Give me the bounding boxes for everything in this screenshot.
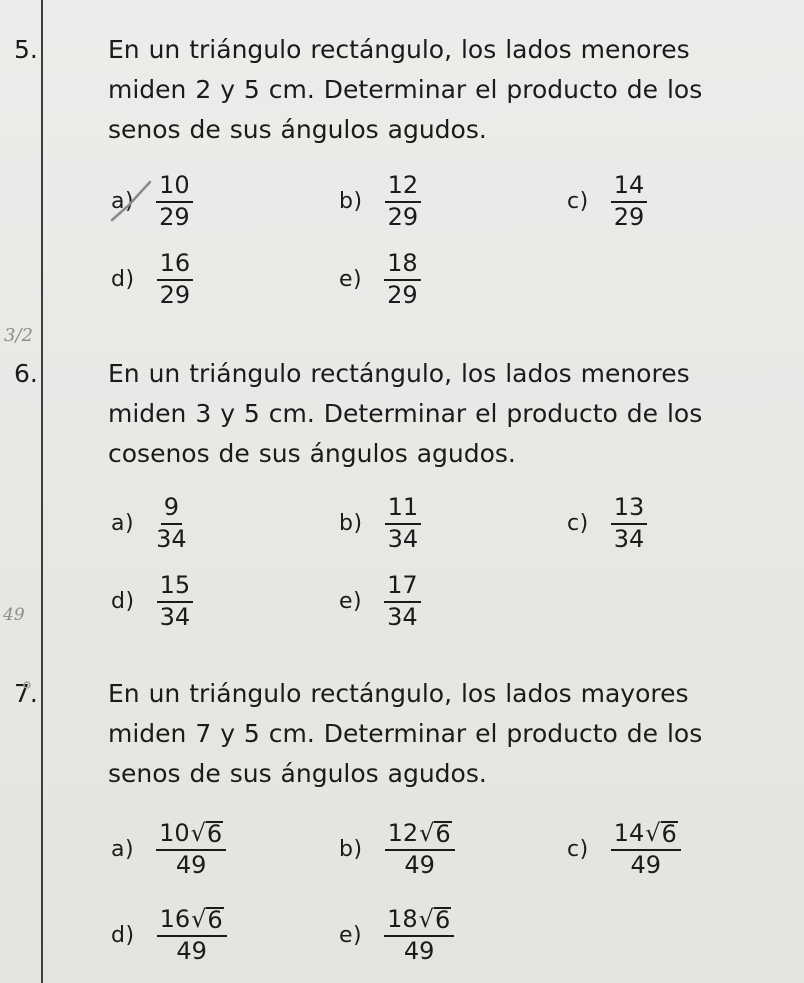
fraction-numerator — [157, 906, 227, 937]
option-letter: a) — [111, 836, 135, 862]
option-fraction — [157, 572, 194, 631]
option-fraction — [157, 250, 194, 309]
problem-5-statement — [14, 30, 761, 150]
numerator-coefficient: 14 — [613, 818, 645, 847]
square-root — [418, 818, 452, 848]
option-letter: b) — [339, 510, 363, 536]
numerator-coefficient: 12 — [387, 818, 419, 847]
radical-sign: √ — [645, 818, 661, 847]
margin-rule — [41, 0, 43, 983]
problem-6-number: 6. — [14, 359, 38, 388]
problem-7-option-a[interactable] — [111, 814, 226, 884]
problem-5-line-1-text: En un triángulo rectángulo, los lados menores — [108, 35, 690, 64]
problem-5-option-d[interactable] — [111, 244, 193, 314]
fraction-numerator — [156, 820, 226, 851]
problem-5-line-1 — [14, 30, 761, 70]
problem-7-line-1-text: En un triángulo rectángulo, los lados mayores — [108, 679, 689, 708]
radical-sign: √ — [418, 904, 434, 933]
problem-5-option-b[interactable] — [339, 166, 421, 236]
problem-7-number: 7. — [14, 679, 38, 708]
pencil-note-1: 3/2 — [4, 325, 33, 346]
problem-6-statement — [14, 354, 761, 474]
problem-6-option-e[interactable] — [339, 566, 421, 636]
radicand: 6 — [435, 819, 451, 848]
option-letter: e) — [339, 266, 363, 292]
fraction-denominator: 29 — [387, 280, 418, 309]
option-letter: e) — [339, 922, 363, 948]
fraction-denominator: 34 — [159, 602, 191, 631]
problem-5-line-3: senos de sus ángulos agudos. — [108, 115, 487, 144]
radical-sign: √ — [419, 818, 435, 847]
fraction-numerator: 17 — [384, 572, 421, 603]
option-fraction — [611, 820, 681, 879]
option-letter: b) — [339, 188, 363, 214]
radicand: 6 — [207, 905, 223, 934]
fraction-denominator: 49 — [175, 850, 207, 879]
problem-7-option-e[interactable] — [339, 900, 454, 970]
fraction-numerator — [385, 820, 455, 851]
fraction-denominator: 49 — [630, 850, 662, 879]
fraction-denominator: 34 — [387, 602, 418, 631]
problem-6-option-c[interactable] — [567, 488, 647, 558]
pencil-dot-icon — [14, 680, 40, 690]
fraction-numerator: 11 — [385, 494, 422, 525]
option-fraction — [156, 494, 187, 553]
option-fraction — [385, 172, 422, 231]
problem-6-option-d[interactable] — [111, 566, 193, 636]
radicand: 6 — [661, 819, 677, 848]
problem-6-line-1-text: En un triángulo rectángulo, los lados menores — [108, 359, 690, 388]
fraction-numerator: 14 — [611, 172, 648, 203]
fraction-numerator — [384, 906, 454, 937]
option-letter: c) — [567, 510, 589, 536]
numerator-coefficient: 10 — [159, 818, 190, 847]
option-letter: d) — [111, 588, 135, 614]
problem-7-option-c[interactable] — [567, 814, 681, 884]
fraction-denominator: 49 — [403, 936, 435, 965]
problem-7-line-3: senos de sus ángulos agudos. — [108, 759, 487, 788]
option-fraction — [385, 820, 455, 879]
option-letter: d) — [111, 266, 135, 292]
option-fraction — [611, 494, 648, 553]
fraction-denominator: 34 — [387, 524, 419, 553]
square-root — [644, 818, 678, 848]
fraction-numerator: 15 — [157, 572, 194, 603]
fraction-numerator: 9 — [161, 494, 182, 525]
fraction-denominator: 34 — [156, 524, 187, 553]
numerator-coefficient: 16 — [159, 904, 191, 933]
problem-7-statement — [14, 674, 761, 794]
radicand: 6 — [434, 905, 451, 934]
pencil-note-2: 49 — [3, 605, 25, 625]
fraction-numerator: 16 — [157, 250, 194, 281]
option-fraction — [156, 172, 193, 231]
problem-5-option-c[interactable] — [567, 166, 647, 236]
fraction-numerator: 13 — [611, 494, 648, 525]
option-letter: a) — [111, 188, 135, 214]
problem-6-line-3: cosenos de sus ángulos agudos. — [108, 439, 516, 468]
problem-6-option-a[interactable] — [111, 488, 187, 558]
option-fraction — [157, 906, 227, 965]
numerator-coefficient: 18 — [387, 904, 418, 933]
fraction-denominator: 29 — [387, 202, 419, 231]
fraction-denominator: 34 — [613, 524, 645, 553]
option-fraction — [384, 250, 421, 309]
problem-7-line-2: miden 7 y 5 cm. Determinar el producto de los — [108, 719, 703, 748]
option-fraction — [385, 494, 422, 553]
option-letter: e) — [339, 588, 363, 614]
fraction-denominator: 49 — [404, 850, 435, 879]
option-fraction — [156, 820, 226, 879]
option-letter: c) — [567, 836, 589, 862]
square-root — [190, 904, 224, 934]
fraction-denominator: 49 — [176, 936, 207, 965]
square-root — [190, 818, 224, 848]
option-letter: d) — [111, 922, 135, 948]
fraction-denominator: 29 — [159, 202, 190, 231]
option-fraction — [611, 172, 648, 231]
radical-sign: √ — [190, 818, 206, 847]
option-fraction — [384, 906, 454, 965]
fraction-denominator: 29 — [159, 280, 191, 309]
problem-5-option-e[interactable] — [339, 244, 421, 314]
problem-6-option-b[interactable] — [339, 488, 421, 558]
fraction-numerator: 18 — [384, 250, 421, 281]
option-fraction — [384, 572, 421, 631]
radical-sign: √ — [191, 904, 207, 933]
fraction-numerator — [611, 820, 681, 851]
problem-5-number: 5. — [14, 35, 38, 64]
pencil-checkmark-icon — [106, 176, 156, 232]
fraction-numerator: 10 — [156, 172, 193, 203]
problem-7-line-1 — [14, 674, 761, 714]
radicand: 6 — [206, 819, 223, 848]
fraction-denominator: 29 — [613, 202, 645, 231]
problem-7-option-b[interactable] — [339, 814, 455, 884]
square-root — [418, 904, 452, 934]
option-letter: a) — [111, 510, 135, 536]
problem-7-option-d[interactable] — [111, 900, 227, 970]
problem-6-line-1 — [14, 354, 761, 394]
option-letter: b) — [339, 836, 363, 862]
fraction-numerator: 12 — [385, 172, 422, 203]
problem-5-line-2: miden 2 y 5 cm. Determinar el producto de los — [108, 75, 703, 104]
option-letter: c) — [567, 188, 589, 214]
problem-6-line-2: miden 3 y 5 cm. Determinar el producto de los — [108, 399, 703, 428]
